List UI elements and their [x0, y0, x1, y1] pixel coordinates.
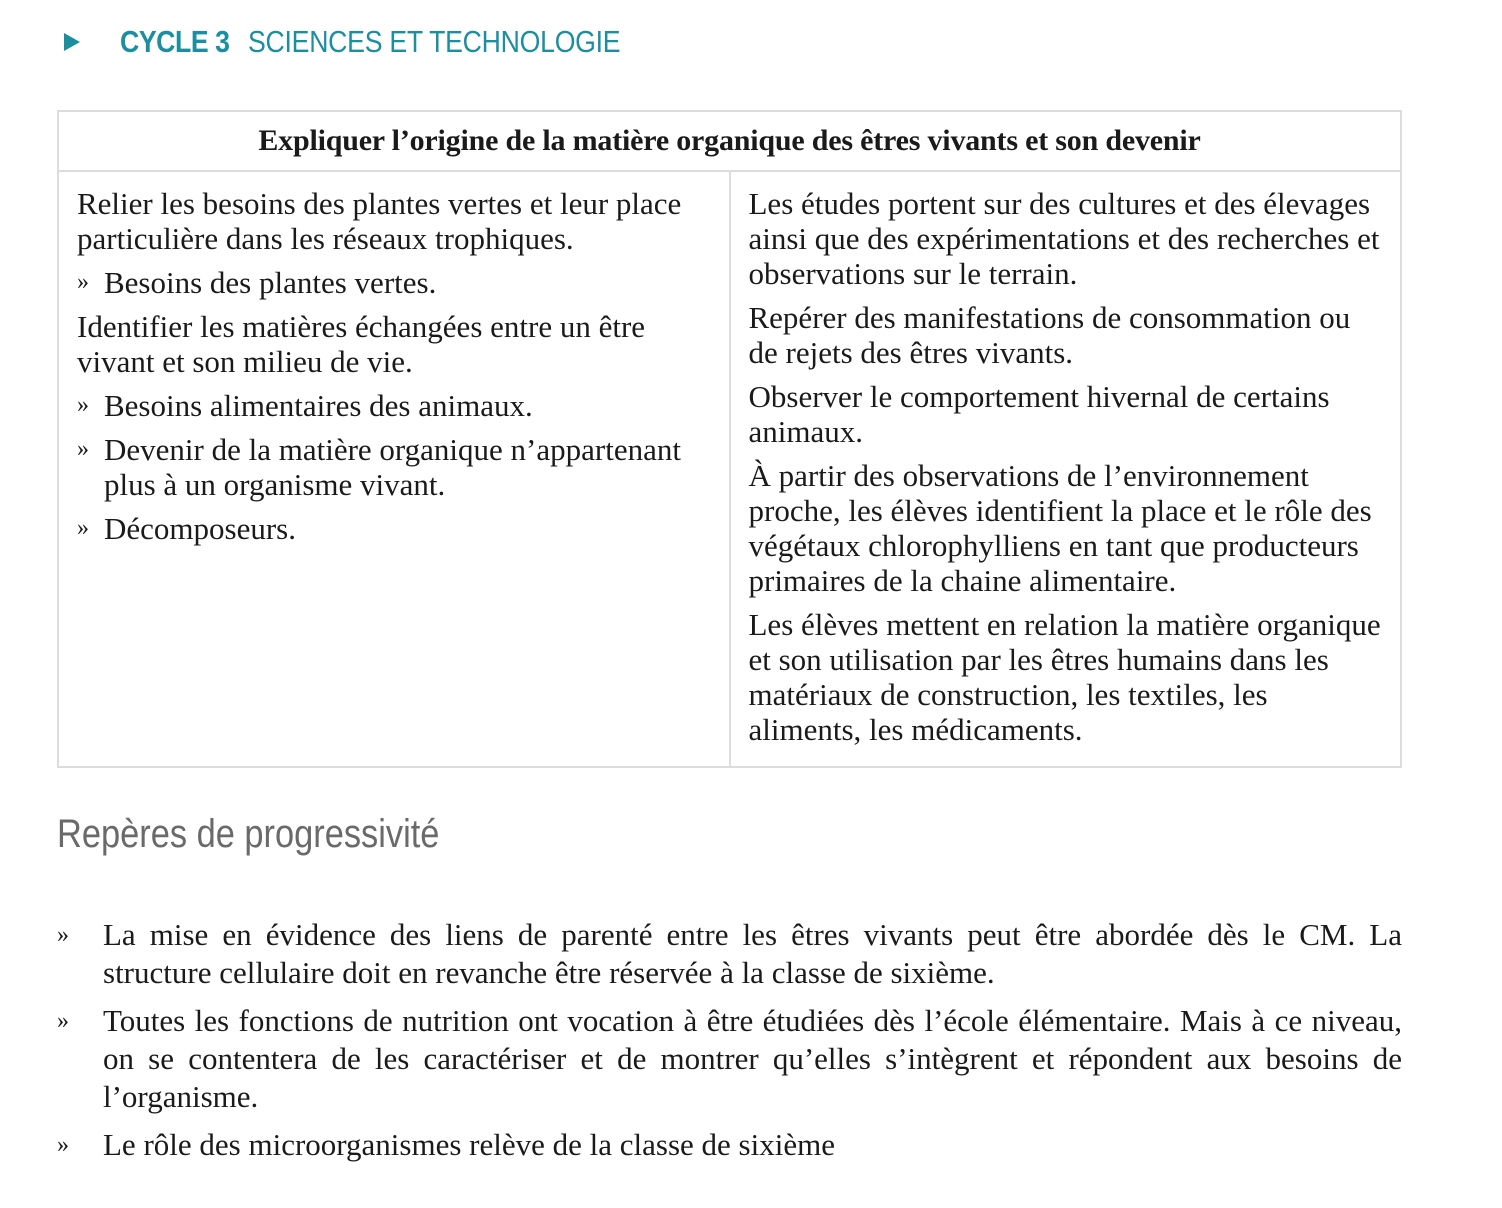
bullet-mark: »	[77, 515, 89, 541]
bullet-mark: »	[57, 1008, 69, 1034]
list-item	[77, 432, 711, 502]
list-item-text: Toutes les fonctions de nutrition ont vocation à être étudiées dès l’école élémentaire. Mais à ce niveau, on se contentera de les caractériser et de montrer qu’elles s’intègrent et répondent aux besoins de l’organisme.	[103, 1003, 1402, 1114]
table-title: Expliquer l’origine de la matière organique des êtres vivants et son devenir	[58, 111, 1401, 171]
activities-column	[730, 171, 1402, 767]
list-item-text: Besoins alimentaires des animaux.	[104, 388, 533, 423]
objective-text: Identifier les matières échangées entre un être vivant et son milieu de vie.	[77, 309, 646, 379]
activity-paragraph: Les études portent sur des cultures et des élevages ainsi que des expérimentations et des recherches et observations sur le terrain.	[748, 186, 1380, 291]
list-item-text: La mise en évidence des liens de parenté entre les êtres vivants peut être abordée dès le CM. La structure cellulaire doit en revanche être réservée à la classe de sixième.	[103, 917, 1402, 990]
activity-paragraph: Les élèves mettent en relation la matière organique et son utilisation par les êtres humains dans les matériaux de construction, les textiles, les aliments, les médicaments.	[748, 607, 1381, 747]
list-item	[57, 916, 1402, 992]
list-item-text: Le rôle des microorganismes relève de la classe de sixième	[103, 1127, 835, 1162]
subject-label: SCIENCES ET TECHNOLOGIE	[248, 24, 621, 59]
activity-paragraph: Repérer des manifestations de consommation ou de rejets des êtres vivants.	[748, 300, 1351, 370]
activity-paragraph: À partir des observations de l’environnement proche, les élèves identifient la place et le rôle des végétaux chlorophylliens en tant que producteurs primaires de la chaine alimentaire.	[748, 458, 1372, 598]
list-item	[77, 388, 711, 423]
list-item-text: Devenir de la matière organique n’appartenant plus à un organisme vivant.	[104, 432, 681, 502]
cycle-label: CYCLE 3	[120, 24, 230, 59]
progression-list	[57, 916, 1402, 1174]
list-item-text: Besoins des plantes vertes.	[104, 265, 437, 300]
bullet-mark: »	[57, 1132, 69, 1158]
page-header	[64, 22, 681, 62]
knowledge-column	[58, 171, 730, 767]
bullet-mark: »	[77, 269, 89, 295]
list-item-text: Décomposeurs.	[104, 511, 296, 546]
list-item	[57, 1126, 1402, 1164]
bullet-mark: »	[57, 922, 69, 948]
list-item	[57, 1002, 1402, 1116]
list-item	[77, 265, 711, 300]
objective-text: Relier les besoins des plantes vertes et leur place particulière dans les réseaux trophiques.	[77, 186, 682, 256]
activity-paragraph: Observer le comportement hivernal de certains animaux.	[748, 379, 1330, 449]
play-triangle-icon	[64, 33, 80, 51]
bullet-mark: »	[77, 436, 89, 462]
competence-table	[57, 110, 1402, 768]
bullet-mark: »	[77, 392, 89, 418]
section-title: Repères de progressivité	[57, 812, 440, 856]
list-item	[77, 511, 711, 546]
